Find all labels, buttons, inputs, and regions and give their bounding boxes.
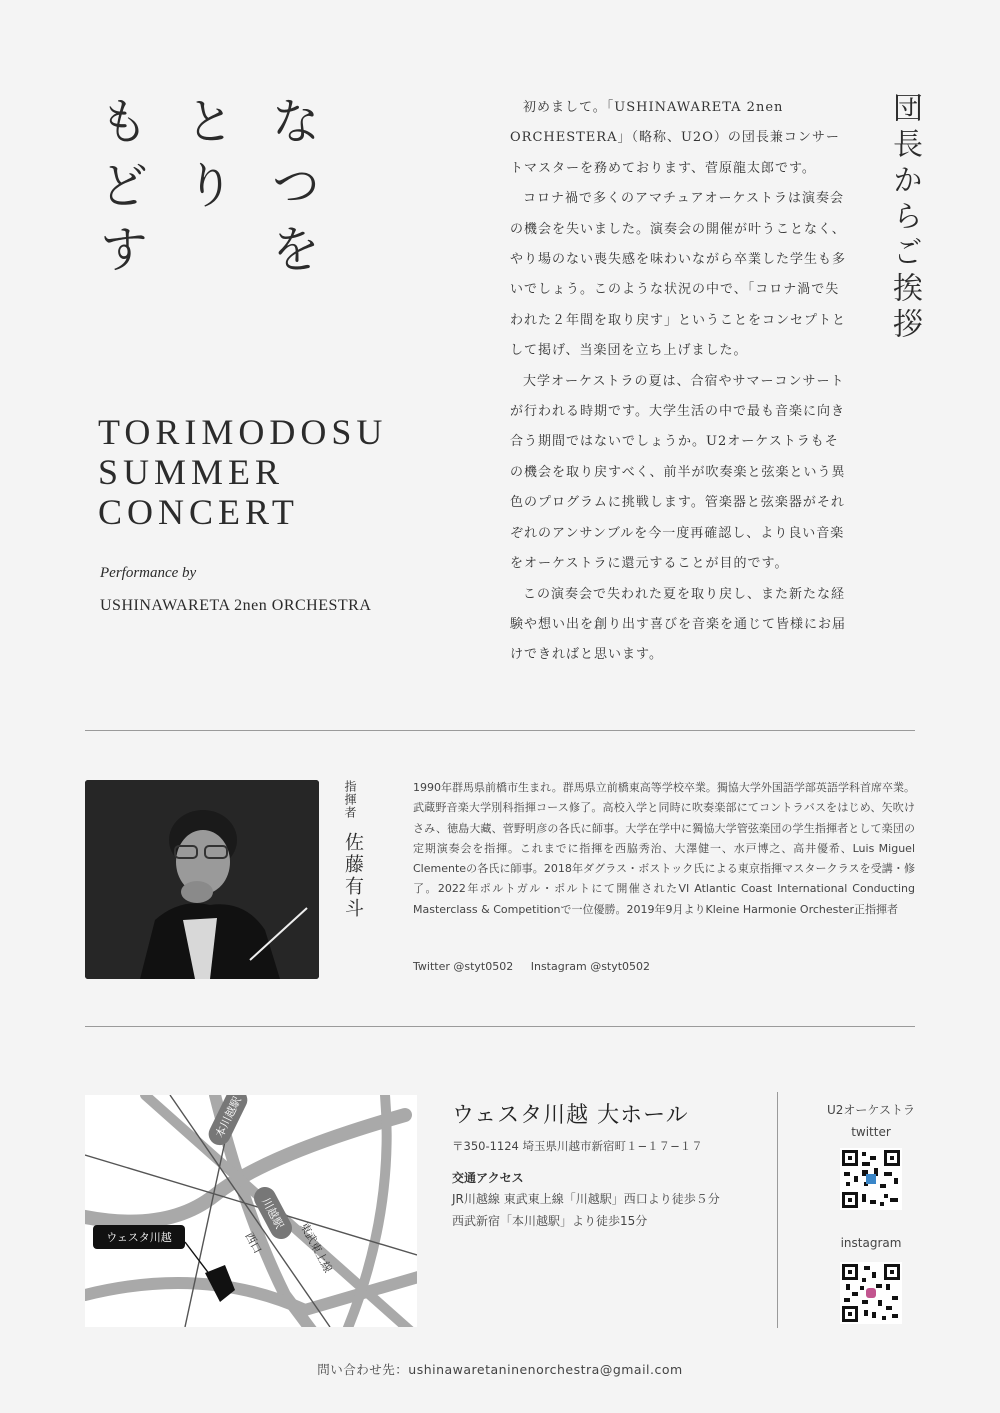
english-title-line: TORIMODOSU — [98, 412, 388, 452]
conductor-sns — [413, 960, 664, 973]
venue-address: 〒350-1124 埼玉県川越市新宿町１−１７−１７ — [452, 1139, 703, 1153]
access-map — [85, 1095, 417, 1327]
orchestra-name: USHINAWARETA 2nen ORCHESTRA — [100, 597, 372, 614]
greeting-paragraph: この演奏会で失われた夏を取り戻し、また新たな経験や想い出を創り出す喜びを音楽を通じて皆様にお届けできればと思います。 — [510, 586, 847, 663]
greeting-heading: 団長からご挨拶 — [887, 92, 922, 344]
japanese-title — [91, 95, 325, 355]
venue-name: ウェスタ川越 大ホール — [452, 1103, 689, 1128]
twitter-qr-label — [816, 1099, 926, 1143]
divider — [85, 730, 915, 731]
venue-map-tag: ウェスタ川越 — [106, 1231, 172, 1244]
conductor-bio: 1990年群馬県前橋市生まれ。群馬県立前橋東高等学校卒業。獨協大学外国語学部英語学科首席卒業。武蔵野音楽大学別科指揮コース修了。高校入学と同時に吹奏楽部にてコントラバスをはじめ、矢吹けさみ、徳島大藏、菅野明彦の各氏に師事。大学在学中に獨協大学管弦楽団の学生指揮者として楽団の定期演奏会を指揮。これまでに指揮を西脇秀治、大澤健一、水戸博之、高井優希、Luis Miguel Clementeの各氏に師事。2018年ダグラス・ボストック氏による東京指揮マスタークラスを受講・修了。2022年ポルトガル・ポルトにて開催されたVI Atlantic Coast International Conducting Masterclass & Competitionで一位優勝。2019年9月よりKleine Harmonie Orchester正指揮者 — [413, 781, 915, 916]
greeting-paragraph: 大学オーケストラの夏は、合宿やサマーコンサートが行われる時期です。大学生活の中で最も音楽に向き合う期間ではないでしょうか。U2オーケストラもその機会を取り戻すべく、前半が吹奏楽と弦楽という異色のプログラムに挑戦します。管楽器と弦楽器がそれぞれのアンサンブルを今一度再確認し、より良い音楽をオーケストラに還元することが目的です。 — [510, 373, 846, 572]
divider — [85, 1026, 915, 1027]
contact-email[interactable]: 問い合わせ先：ushinawaretaninenorchestra@gmail.com — [317, 1362, 683, 1377]
performance-by-label: Performance by — [100, 565, 197, 581]
title-column-2: とり — [177, 95, 235, 223]
greeting-text — [510, 93, 850, 671]
english-title — [98, 412, 387, 532]
conductor-name: 佐藤有斗 — [342, 832, 364, 920]
title-column-3: もどす — [91, 95, 149, 287]
twitter-qr-code[interactable] — [840, 1148, 902, 1210]
english-title-line: CONCERT — [98, 492, 299, 532]
access-heading: 交通アクセス — [452, 1171, 524, 1185]
tobu-line-label: 東武東上線 — [297, 1220, 335, 1275]
twitter-handle[interactable]: Twitter @styt0502 — [413, 960, 514, 973]
vertical-divider — [777, 1092, 778, 1328]
title-column-1: なつを — [263, 95, 321, 287]
instagram-qr-label: instagram — [840, 1236, 902, 1250]
greeting-paragraph: コロナ禍で多くのアマチュアオーケストラは演奏会の機会を失いました。演奏会の開催が叶うことなく、やり場のない喪失感を味わいながら卒業した学生も多いでしょう。このような状況の中で、「コロナ渦で失われた２年間を取り戻す」ということをコンセプトとして掲げ、当楽団を立ち上げました。 — [510, 191, 847, 359]
kawagoe-station-label: 川越駅 — [259, 1195, 287, 1231]
access-line: 西武新宿「本川越駅」より徒歩15分 — [452, 1214, 648, 1228]
instagram-handle[interactable]: Instagram @styt0502 — [530, 960, 651, 973]
west-exit-label: 西口 — [242, 1230, 265, 1256]
greeting-paragraph: 初めまして。「USHINAWARETA 2nen ORCHESTERA」（略称、U2O）の団長兼コンサートマスターを務めております、菅原龍太郎です。 — [510, 100, 840, 176]
honkawagoe-station-label: 本川越駅 — [212, 1095, 244, 1140]
access-line: JR川越線 東武東上線「川越駅」西口より徒歩５分 — [452, 1192, 720, 1206]
twitter-qr-label-line: U2オーケストラ — [827, 1103, 915, 1117]
conductor-role: 指揮者 — [343, 780, 357, 819]
twitter-qr-label-line: twitter — [851, 1125, 891, 1139]
access-info — [452, 1188, 720, 1232]
instagram-qr-code[interactable] — [840, 1262, 902, 1324]
english-title-line: SUMMER — [98, 452, 285, 492]
conductor-photo — [85, 780, 319, 979]
